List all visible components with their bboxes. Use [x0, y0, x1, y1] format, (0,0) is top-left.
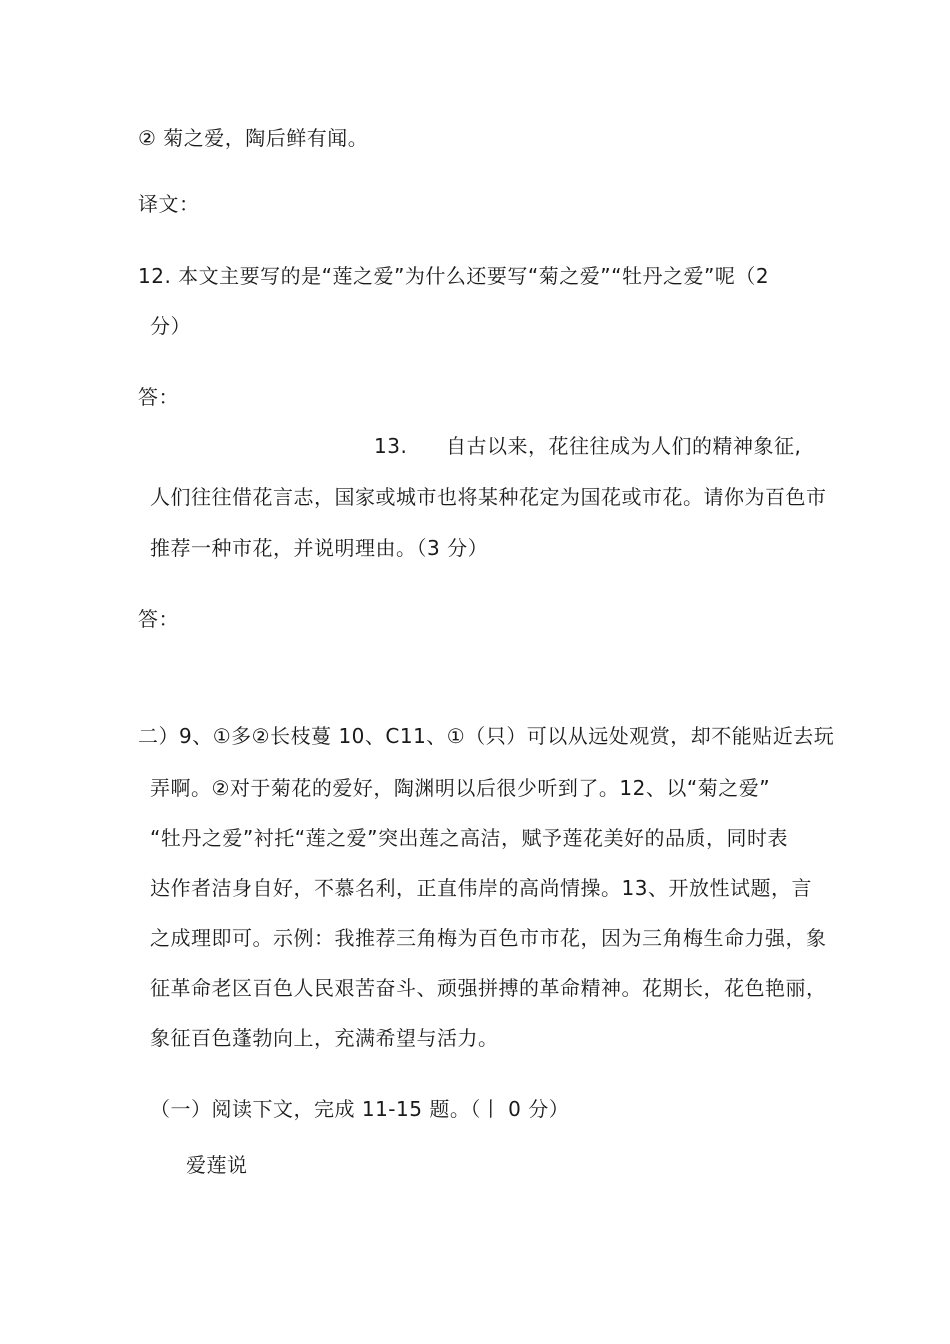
q13-answer-label: 答：: [138, 607, 179, 631]
answer-key-line-4: 达作者洁身自好，不慕名利，正直伟岸的高尚情操。13、开放性试题，言: [150, 876, 812, 900]
q11-translation-label: 译文：: [138, 192, 200, 216]
answer-key-line-2: 弄啊。②对于菊花的爱好，陶渊明以后很少听到了。12、以“菊之爱”: [150, 776, 771, 800]
q13-text-line-1: 自古以来，花往往成为人们的精神象征,: [446, 434, 802, 458]
q13-text-line-3: 推荐一种市花，并说明理由。（3 分）: [150, 536, 489, 560]
answer-key-line-1: 二）9、①多②长枝蔓 10、C11、①（只）可以从远处观赏，却不能贴近去玩: [138, 724, 835, 748]
q12-text-line-1: 12. 本文主要写的是“莲之爱”为什么还要写“菊之爱”“牡丹之爱”呢（2: [138, 264, 770, 288]
answer-key-line-3: “牡丹之爱”衬托“莲之爱”突出莲之高洁，赋予莲花美好的品质，同时表: [150, 826, 788, 850]
q11-item-2: ② 菊之爱，陶后鲜有闻。: [138, 126, 369, 150]
q12-answer-label: 答：: [138, 385, 179, 409]
q12-text-line-2: 分）: [150, 314, 191, 338]
answer-key-line-6: 征革命老区百色人民艰苦奋斗、顽强拼搏的革命精神。花期长，花色艳丽，: [150, 976, 827, 1000]
answer-key-line-5: 之成理即可。示例：我推荐三角梅为百色市市花，因为三角梅生命力强，象: [150, 926, 827, 950]
q13-text-line-2: 人们往往借花言志，国家或城市也将某种花定为国花或市花。请你为百色市: [150, 485, 827, 509]
answer-key-line-7: 象征百色蓬勃向上，充满希望与活力。: [150, 1026, 499, 1050]
q13-number: 13.: [374, 434, 408, 458]
reading-passage-title: 爱莲说: [186, 1153, 248, 1177]
reading-section-instruction: （一）阅读下文，完成 11-15 题。（丨 0 分）: [150, 1097, 570, 1121]
